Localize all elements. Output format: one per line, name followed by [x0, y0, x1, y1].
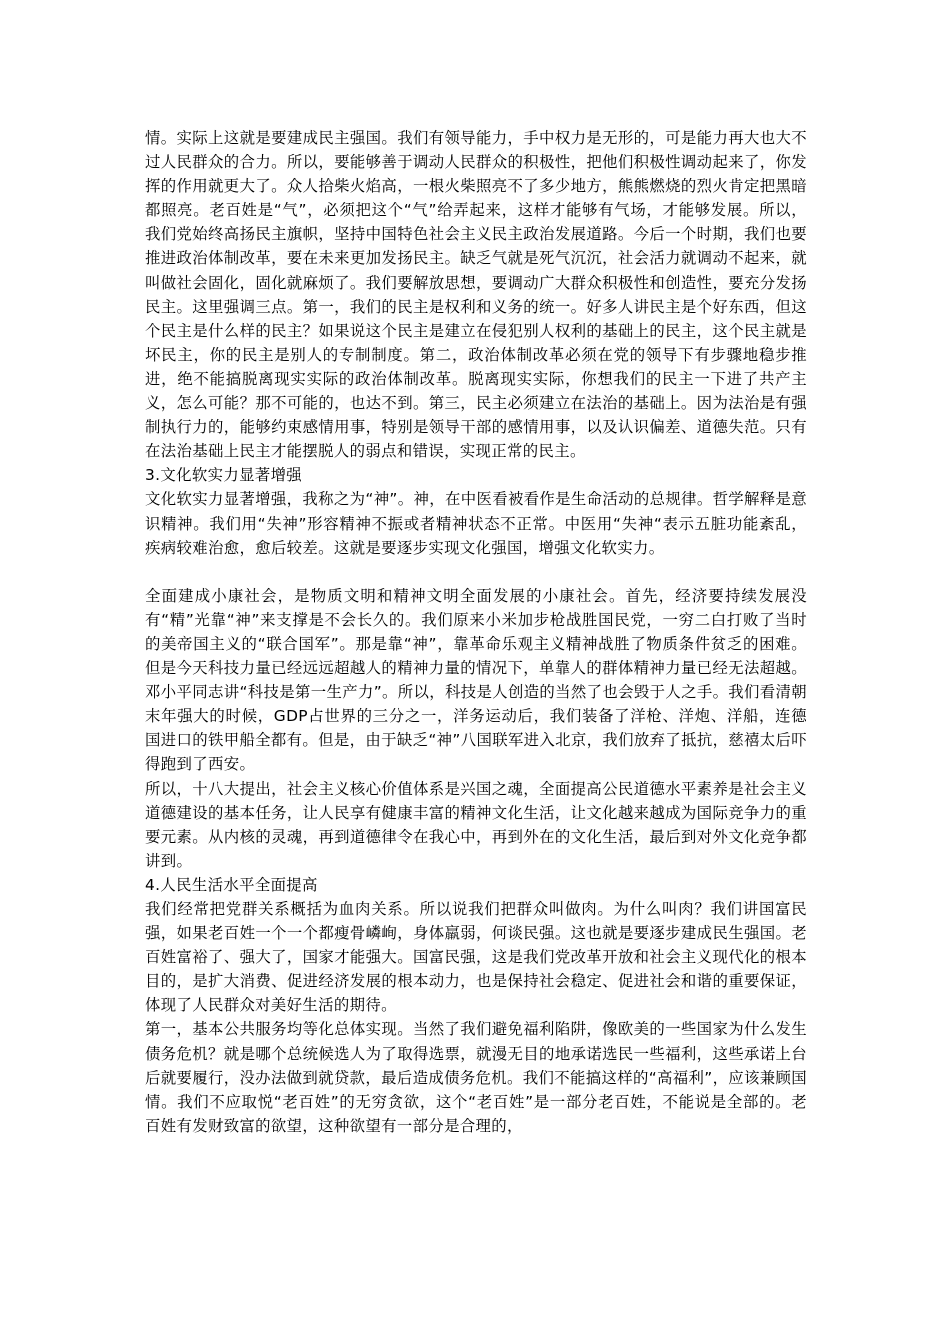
paragraph-culture: 文化软实力显著增强，我称之为“神”。神，在中医看被看作是生命活动的总规律。哲学解释是意识精神。我们用“失神”形容精神不振或者精神状态不正常。中医用“失神“表示五脏功能紊乱，疾病较难治愈，愈后较差。这就是要逐步实现文化强国，增强文化软实力。: [145, 490, 808, 557]
paragraph-eighteenth-congress: 所以，十八大提出，社会主义核心价值体系是兴国之魂，全面提高公民道德水平素养是社会主义道德建设的基本任务，让人民享有健康丰富的精神文化生活，让文化越来越成为国际竞争力的重要元素。从内核的灵魂，再到道德律令在我心中，再到外在的文化生活，最后到对外文化竞争都讲到。: [145, 779, 807, 870]
paragraph-democracy: 情。实际上这就是要建成民主强国。我们有领导能力，手中权力是无形的，可是能力再大也大不过人民群众的合力。所以，要能够善于调动人民群众的积极性，把他们积极性调动起来了，你发挥的作用就更大了。众人拾柴火焰高，一根火柴照亮不了多少地方，熊熊燃烧的烈火肯定把黑暗都照亮。老百姓是“气”，必须把这个“气”给弄起来，这样才能够有气场，才能够发展。所以，我们党始终高扬民主旗帜，坚持中国特色社会主义民主政治发展道路。今后一个时期，我们也要推进政治体制改革，要在未来更加发扬民主。缺乏气就是死气沉沉，社会活力就调动不起来，就叫做社会固化，固化就麻烦了。我们要解放思想，要调动广大群众积极性和创造性，要充分发扬民主。这里强调三点。第一，我们的民主是权利和义务的统一。好多人讲民主是个好东西，但这个民主是什么样的民主？如果说这个民主是建立在侵犯别人权利的基础上的民主，这个民主就是坏民主，你的民主是别人的专制制度。第二，政治体制改革必须在党的领导下有步骤地稳步推进，绝不能搞脱离现实实际的政治体制改革。脱离现实实际，你想我们的民主一下进了共产主义，怎么可能？那不可能的，也达不到。第三，民主必须建立在法治的基础上。因为法治是有强制执行力的，能够约束感情用事，特别是领导干部的感情用事，以及认识偏差、道德失范。只有在法治基础上民主才能摆脱人的弱点和错误，实现正常的民主。: [145, 129, 807, 461]
section-heading-living-standards: 4.人民生活水平全面提高: [145, 875, 318, 894]
document-body: [145, 126, 807, 1138]
paragraph-xiaokang: 全面建成小康社会，是物质文明和精神文明全面发展的小康社会。首先，经济要持续发展没有“精”光靠“神”来支撑是不会长久的。我们原来小米加步枪战胜国民党，一穷二白打败了当时的美帝国主义的“联合国军”。那是靠“神”，靠革命乐观主义精神战胜了物质条件贫乏的困难。但是今天科技力量已经远远超越人的精神力量的情况下，单靠人的群体精神力量已经无法超越。邓小平同志讲“科技是第一生产力”。所以，科技是人创造的当然了也会毁于人之手。我们看清朝末年强大的时候，GDP占世界的三分之一，洋务运动后，我们装备了洋枪、洋炮、洋船，连德国进口的铁甲船全都有。但是，由于缺乏“神”八国联军进入北京，我们放弃了抵抗，慈禧太后吓得跑到了西安。: [145, 586, 808, 774]
section-heading-culture: 3.文化软实力显著增强: [145, 466, 303, 485]
blank-line: [145, 560, 807, 584]
paragraph-public-services: 第一，基本公共服务均等化总体实现。当然了我们避免福利陷阱，像欧美的一些国家为什么发生债务危机？就是哪个总统候选人为了取得选票，就漫无目的地承诺选民一些福利，这些承诺上台后就要履行，没办法做到就贷款，最后造成债务危机。我们不能搞这样的“高福利”，应该兼顾国情。我们不应取悦“老百姓”的无穷贪欲，这个“老百姓”是一部分老百姓，不能说是全部的。老百姓有发财致富的欲望，这种欲望有一部分是合理的，: [145, 1020, 808, 1135]
paragraph-party-masses: 我们经常把党群关系概括为血肉关系。所以说我们把群众叫做肉。为什么叫肉？我们讲国富民强，如果老百姓一个一个都瘦骨嶙峋，身体羸弱，何谈民强。这也就是要逐步建成民生强国。老百姓富裕了、强大了，国家才能强大。国富民强，这是我们党改革开放和社会主义现代化的根本目的，是扩大消费、促进经济发展的根本动力，也是保持社会稳定、促进社会和谐的重要保证，体现了人民群众对美好生活的期待。: [145, 900, 807, 1015]
